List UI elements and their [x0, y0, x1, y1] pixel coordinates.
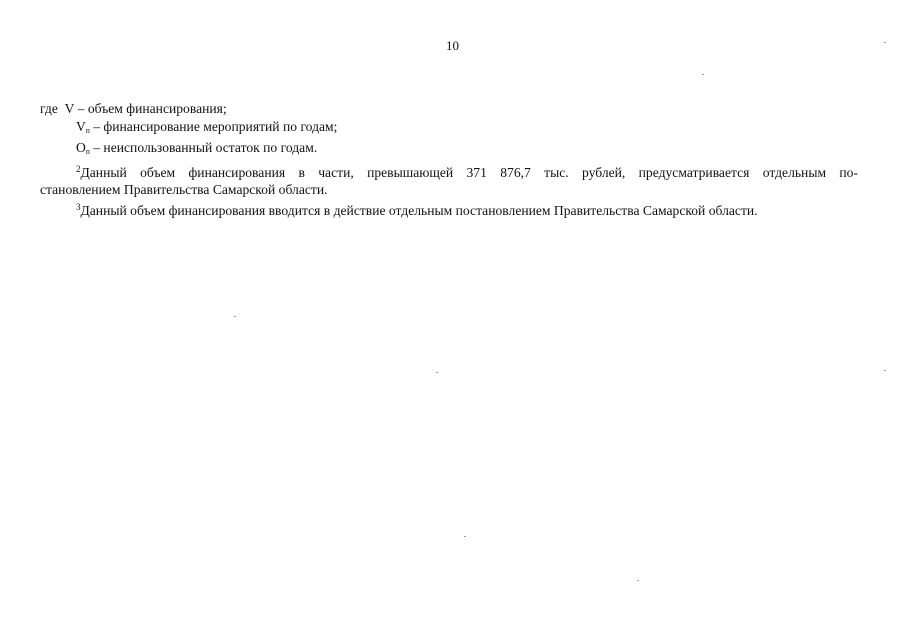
- formula-definition-vn: [40, 118, 858, 140]
- scan-speck: [884, 42, 886, 43]
- scan-speck: [464, 536, 466, 537]
- formula-definition-on: [40, 139, 858, 161]
- on-definition: – неиспользованный остаток по годам.: [93, 140, 318, 156]
- v-definition: – объем финансирования;: [77, 101, 227, 116]
- scan-speck: [436, 372, 438, 373]
- footnote-2-text-part1: Данный объем финансирования в части, превышающей 371 876,7 тыс. рублей, предусматривается отдельным по-: [80, 164, 858, 180]
- footnote-2-text-part2: становлением Правительства Самарской области.: [40, 182, 328, 198]
- footnote-3: [40, 199, 858, 220]
- vn-symbol: V: [76, 118, 86, 134]
- scan-speck: [702, 74, 704, 75]
- scan-speck: [234, 316, 236, 317]
- footnotes-block: [40, 100, 858, 220]
- footnote-3-text: Данный объем финансирования вводится в действие отдельным постановлением Правительства Самарской области.: [80, 202, 758, 218]
- scan-speck: [637, 580, 639, 581]
- on-symbol: O: [76, 140, 86, 156]
- scan-speck: [884, 370, 886, 371]
- footnote-2-marker: 2: [76, 163, 81, 174]
- footnote-2-line-2: [40, 181, 858, 199]
- vn-definition: – финансирование мероприятий по годам;: [93, 118, 338, 134]
- where-word: где: [40, 101, 58, 116]
- footnote-2-line-1: [40, 161, 858, 182]
- formula-definition-v: [40, 100, 858, 118]
- v-symbol: V: [64, 101, 75, 116]
- on-subscript: n: [85, 147, 90, 157]
- vn-subscript: n: [85, 125, 90, 135]
- footnote-3-marker: 3: [76, 201, 81, 212]
- page-number: 10: [446, 38, 459, 53]
